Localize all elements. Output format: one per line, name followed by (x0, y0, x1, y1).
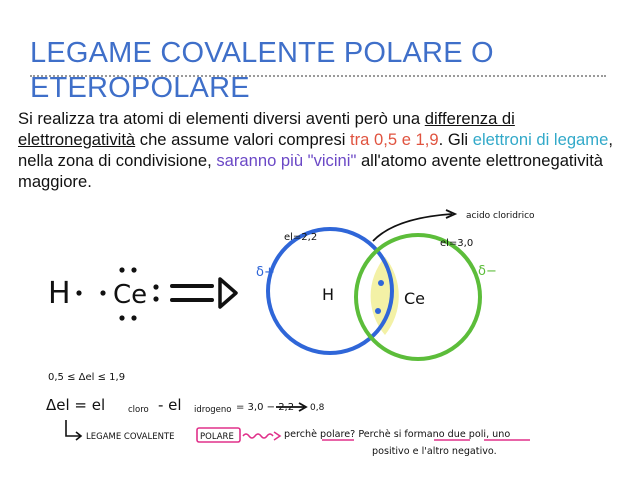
cloro-sub: cloro (128, 405, 149, 415)
electron-dot (100, 290, 105, 295)
text-electrons: elettroni di legame (472, 130, 609, 149)
text-part: , nella zona di condivisione, (18, 130, 613, 170)
electron-dot (119, 267, 124, 272)
text-closer: saranno più "vicini" (216, 151, 357, 170)
text-part: . Gli (438, 130, 473, 149)
squiggle-arrow (243, 434, 273, 438)
slide-title: LEGAME COVALENTE POLARE O ETEROPOLARE (30, 37, 494, 104)
electron-dot (119, 315, 124, 320)
text-part: . (87, 172, 92, 191)
text-part: che assume valori compresi (135, 130, 351, 149)
idrogeno-sub: idrogeno (194, 405, 232, 415)
delta-minus: δ− (478, 264, 497, 279)
shared-electron (375, 308, 381, 314)
delta-formula: Δel = el (46, 396, 106, 414)
calc-note: = 3,0 − 2,2 (236, 402, 295, 413)
text-range: tra 0,5 e 1,9 (350, 130, 439, 149)
squiggle-arrow-head (274, 432, 280, 440)
perche-note-2: positivo e l'altro negativo. (372, 446, 497, 457)
minus-el: - el (158, 396, 182, 414)
lewis-cl: Ce (113, 280, 148, 310)
delta-plus: δ+ (256, 265, 275, 280)
h-circle-label: H (322, 285, 335, 304)
electron-dot (153, 296, 158, 301)
result-value: 0,8 (310, 403, 325, 413)
electron-dot (153, 284, 158, 289)
text-part: Si realizza tra atomi di elementi diversi aventi però una (18, 109, 425, 128)
el-cl-label: el=3,0 (440, 238, 474, 249)
shared-electron (378, 280, 384, 286)
electron-dot (131, 315, 136, 320)
electron-dot (76, 290, 81, 295)
range-note: 0,5 ≤ Δel ≤ 1,9 (48, 372, 126, 383)
text-part: all'atomo avente elettronegatività maggiore (18, 151, 604, 191)
arrow-head (220, 279, 236, 307)
text-underlined: differenza di elettronegatività (18, 109, 515, 149)
electron-dot (131, 267, 136, 272)
polare-label: POLARE (200, 432, 234, 442)
lewis-h: H (48, 276, 71, 311)
legame-label: LEGAME COVALENTE (86, 432, 175, 442)
cl-circle-label: Ce (404, 289, 426, 308)
acid-label: acido cloridrico (466, 211, 535, 221)
el-h-label: el=2,2 (284, 232, 318, 243)
perche-note: perchè polare? Perchè si formano due poli, uno (284, 429, 511, 440)
